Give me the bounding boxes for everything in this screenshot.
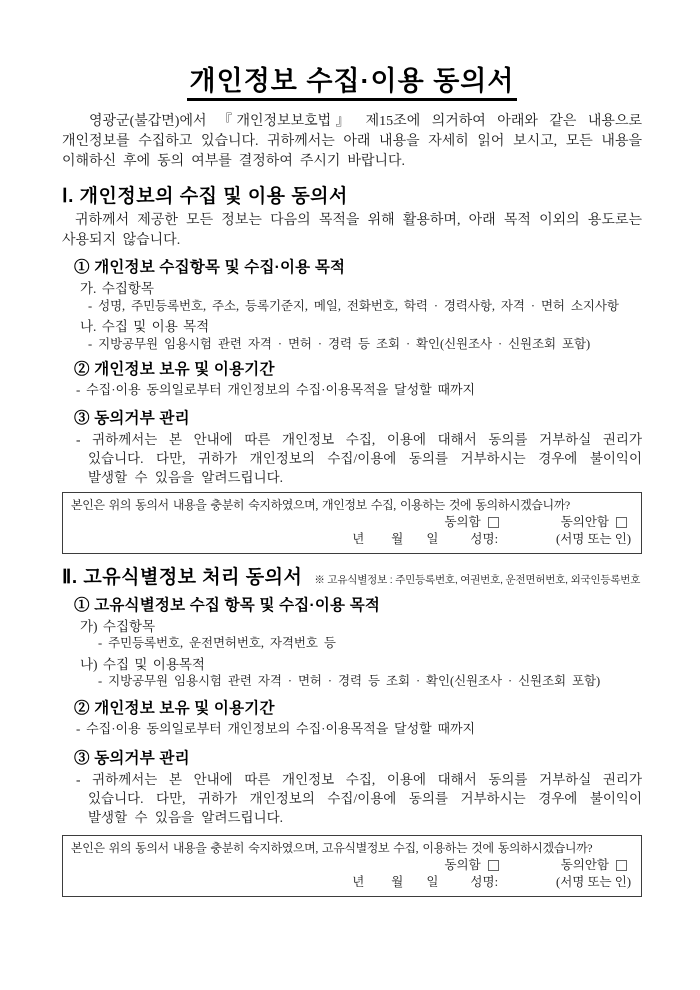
consent1-day-label: 일 xyxy=(426,531,439,546)
section2-item3-heading: ③ 동의거부 관리 xyxy=(74,750,190,768)
section2-item1-sub2-label: 나) 수집 및 이용목적 xyxy=(80,656,205,672)
section1-item3-heading: ③ 동의거부 관리 xyxy=(74,409,190,427)
consent1-disagree-option xyxy=(561,514,627,531)
section1-item1-sub2-label: 나. 수집 및 이용 목적 xyxy=(80,319,210,335)
consent1-agree-label: 동의함 xyxy=(444,514,481,529)
section2-item1-sub1-line: - 주민등록번호, 운전면허번호, 자격번호 등 xyxy=(98,636,336,651)
consent2-month-label: 월 xyxy=(391,875,404,890)
disagree-checkbox[interactable] xyxy=(616,517,627,528)
section2-item1-heading: ① 고유식별정보 수집 항목 및 수집·이용 목적 xyxy=(74,596,381,614)
consent2-year-label: 년 xyxy=(352,875,365,890)
consent1-agree-option xyxy=(444,514,498,531)
consent2-name-label: 성명: xyxy=(470,875,499,890)
consent2-day-label: 일 xyxy=(426,875,439,890)
section1-item2-heading: ② 개인정보 보유 및 이용기간 xyxy=(74,361,275,379)
section1-item1-sub1-line: - 성명, 주민등록번호, 주소, 등록기준지, 메일, 전화번호, 학력 · 경력사항, 자격 · 면허 소지사항 xyxy=(88,298,619,313)
section1-item1-sub2-line: - 지방공무원 임용시험 관련 자격 · 면허 · 경력 등 조회 · 확인(신원조사 · 신원조회 포함) xyxy=(88,336,591,351)
consent2-agree-option xyxy=(444,857,498,874)
section1-item2-line: - 수집·이용 동의일로부터 개인정보의 수집·이용목적을 달성할 때까지 xyxy=(76,382,476,398)
consent2-disagree-option xyxy=(561,857,627,874)
consent2-choices-row xyxy=(71,857,633,874)
consent1-month-label: 월 xyxy=(391,531,404,546)
section-unique-id-consent xyxy=(62,567,642,898)
section2-heading: Ⅱ. 고유식별정보 처리 동의서 xyxy=(62,566,303,588)
consent2-sign-label: (서명 또는 인) xyxy=(556,875,631,890)
consent1-year-label: 년 xyxy=(352,531,365,546)
agree-checkbox[interactable] xyxy=(488,517,499,528)
section1-intro: 귀하께서 제공한 모든 정보는 다음의 목적을 위해 활용하며, 아래 목적 이외의 용도로는 사용되지 않습니다. xyxy=(62,213,642,249)
section2-heading-note: ※ 고유식별정보 : 주민등록번호, 여권번호, 운전면허번호, 외국인등록번호 xyxy=(314,573,641,586)
consent2-date-signature-row xyxy=(71,874,633,891)
consent2-agree-label: 동의함 xyxy=(444,858,481,873)
page-title: 개인정보 수집·이용 동의서 xyxy=(187,66,518,101)
section1-heading: Ⅰ. 개인정보의 수집 및 이용 동의서 xyxy=(62,186,348,208)
section-personal-info-consent xyxy=(62,186,642,554)
section2-item2-line: - 수집·이용 동의일로부터 개인정보의 수집·이용목적을 달성할 때까지 xyxy=(76,720,476,736)
agree-checkbox-2[interactable] xyxy=(488,860,499,871)
section2-item2-heading: ② 개인정보 보유 및 이용기간 xyxy=(74,699,275,717)
disagree-checkbox-2[interactable] xyxy=(616,860,627,871)
title-block xyxy=(62,66,642,101)
consent1-choices-row xyxy=(71,514,633,531)
consent1-question: 본인은 위의 동의서 내용을 충분히 숙지하였으며, 개인정보 수집, 이용하는 것에 동의하시겠습니까? xyxy=(71,497,570,512)
section2-item1-sub2-line: - 지방공무원 임용시험 관련 자격 · 면허 · 경력 등 조회 · 확인(신원조사 · 신원조회 포함) xyxy=(98,674,601,689)
section2-item1-sub1-label: 가) 수집항목 xyxy=(80,618,156,634)
section1-item1-sub1-label: 가. 수집항목 xyxy=(80,281,154,297)
consent-box-personal-info xyxy=(62,492,642,554)
section1-item3-line: - 귀하께서는 본 안내에 따른 개인정보 수집, 이용에 대해서 동의를 거부하실 권리가 있습니다. 다만, 귀하가 개인정보의 수집/이용에 동의를 거부하시는 경우에 불이익이 발생할 수 있음을 알려드립니다. xyxy=(76,431,642,485)
consent2-question: 본인은 위의 동의서 내용을 충분히 숙지하였으며, 고유식별정보 수집, 이용하는 것에 동의하시겠습니까? xyxy=(71,841,593,856)
consent1-sign-label: (서명 또는 인) xyxy=(556,531,631,546)
consent1-disagree-label: 동의안함 xyxy=(560,514,609,529)
consent1-name-label: 성명: xyxy=(470,531,499,546)
intro-paragraph: 영광군(불갑면)에서 『개인정보보호법』 제15조에 의거하여 아래와 같은 내용으로 개인정보를 수집하고 있습니다. 귀하께서는 아래 내용을 자세히 읽어 보시고, 모든 내용을 이해하신 후에 동의 여부를 결정하여 주시기 바랍니다. xyxy=(62,114,642,170)
section2-heading-row xyxy=(62,567,642,589)
section2-item3-line: - 귀하께서는 본 안내에 따른 개인정보 수집, 이용에 대해서 동의를 거부하실 권리가 있습니다. 다만, 귀하가 개인정보의 수집/이용에 동의를 거부하시는 경우에 불이익이 발생할 수 있음을 알려드립니다. xyxy=(76,772,642,826)
consent-box-unique-id xyxy=(62,835,642,897)
section1-item1-heading: ① 개인정보 수집항목 및 수집·이용 목적 xyxy=(74,259,346,277)
consent2-disagree-label: 동의안함 xyxy=(560,858,609,873)
consent1-date-signature-row xyxy=(71,531,633,548)
